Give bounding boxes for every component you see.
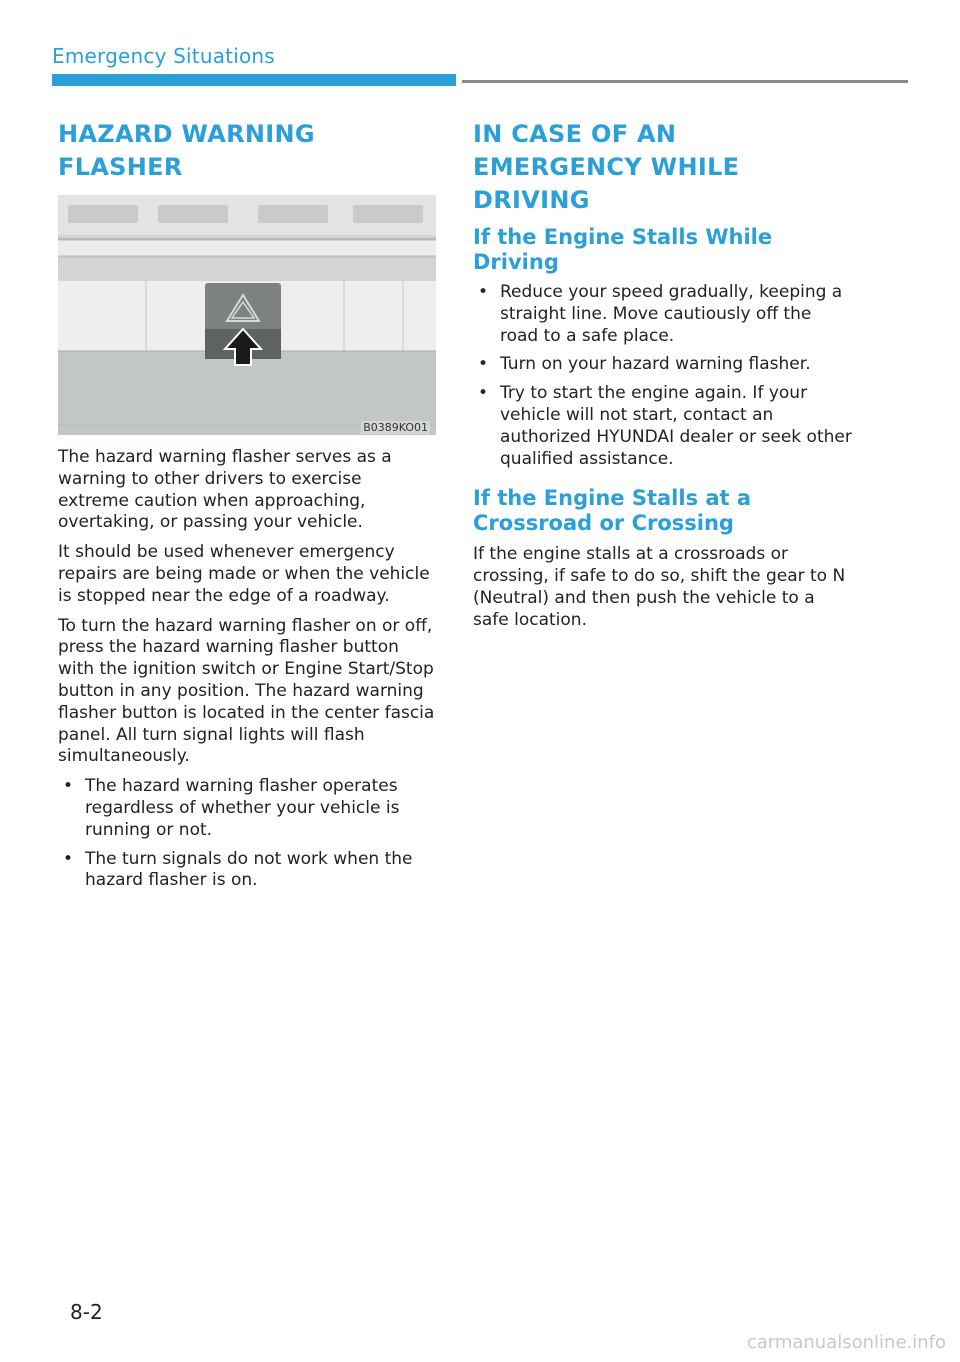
hazard-button-figure	[58, 195, 436, 435]
crossroad-paragraph: If the engine stalls at a crossroads or crossing, if safe to do so, shift the gear to N (Neutral) and then push the vehicle to a safe location.	[473, 544, 846, 630]
engine-stalls-driving-heading: If the Engine Stalls While Driving	[473, 225, 773, 274]
engine-stalls-crossroad-heading: If the Engine Stalls at a Crossroad or Crossing	[473, 486, 752, 536]
engine-stalls-bullet-list	[473, 282, 853, 470]
header-grey-rule	[462, 80, 908, 83]
bullet-icon: •	[478, 383, 489, 404]
section-header-title: Emergency Situations	[52, 44, 275, 68]
list-item: • Reduce your speed gradually, keeping a straight line. Move cautiously off the road to a safe place.	[478, 282, 843, 346]
list-item: • The turn signals do not work when the hazard flasher is on.	[63, 848, 413, 891]
list-item: • Turn on your hazard warning flasher.	[478, 354, 811, 375]
hazard-paragraph-2: It should be used whenever emergency repairs are being made or when the vehicle is stopped near the edge of a roadway.	[58, 542, 430, 606]
hazard-heading: HAZARD WARNING FLASHER	[58, 120, 315, 181]
bullet-icon: •	[478, 282, 489, 302]
bullet-icon: •	[63, 776, 74, 797]
right-column	[473, 118, 853, 640]
bullet-icon: •	[63, 848, 74, 869]
hazard-paragraph-1: The hazard warning flasher serves as a warning to other drivers to exercise extreme caution when approaching, overtaking, or passing your vehicle.	[58, 447, 392, 533]
list-item: • Try to start the engine again. If your vehicle will not start, contact an authorized HYUNDAI dealer or seek other qualified assistance.	[478, 383, 852, 469]
header-accent-rule	[52, 74, 456, 86]
emergency-heading: IN CASE OF AN EMERGENCY WHILE DRIVING	[473, 120, 740, 214]
list-item: • The hazard warning flasher operates regardless of whether your vehicle is running or not.	[63, 776, 400, 840]
figure-code: B0389KO01	[363, 421, 428, 434]
page-number: 8-2	[70, 1300, 103, 1324]
bullet-icon: •	[478, 354, 489, 375]
hazard-bullet-list	[58, 776, 436, 892]
hazard-paragraph-3: To turn the hazard warning flasher on or off, press the hazard warning flasher button with the ignition switch or Engine Start/Stop button in any position. The hazard warning flasher button is located in the center fascia panel. All turn signal lights will flash simultaneously.	[58, 615, 435, 767]
watermark: carmanualsonline.info	[746, 1332, 946, 1353]
hazard-button-illustration	[58, 195, 436, 435]
left-column	[58, 118, 436, 899]
